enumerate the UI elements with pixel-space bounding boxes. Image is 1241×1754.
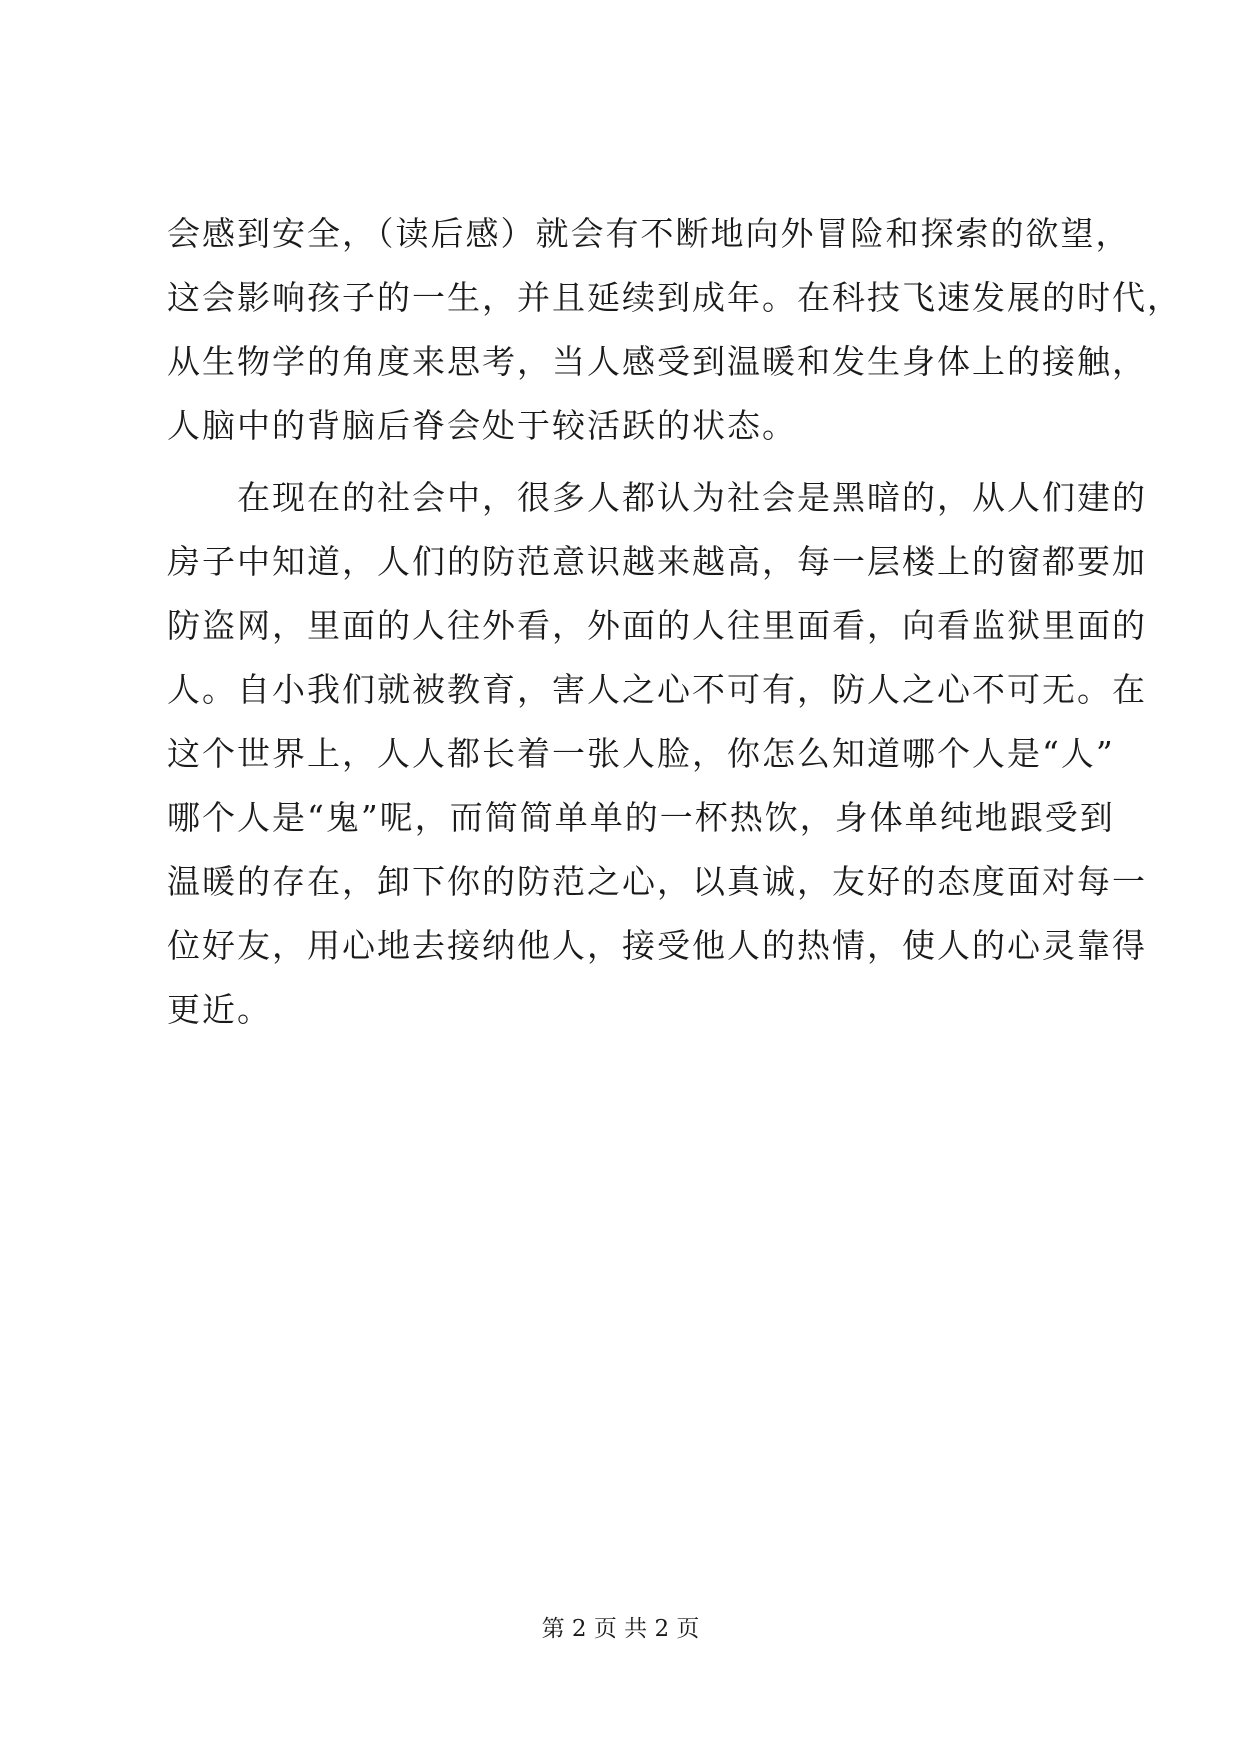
paragraph-2: [167, 466, 1147, 1042]
text-line: 人脑中的背脑后脊会处于较活跃的状态。: [167, 406, 797, 445]
text-line: 更近。: [167, 990, 272, 1029]
text-line: 温暖的存在，卸下你的防范之心，以真诚，友好的态度面对每一: [167, 862, 1147, 901]
text-line: 房子中知道，人们的防范意识越来越高，每一层楼上的窗都要加: [167, 542, 1147, 581]
text-line: 这会影响孩子的一生，并且延续到成年。在科技飞速发展的时代，: [167, 278, 1182, 317]
text-line: 这个世界上，人人都长着一张人脸，你怎么知道哪个人是“人”: [167, 734, 1115, 773]
document-body: [167, 202, 1182, 1042]
text-line: 从生物学的角度来思考，当人感受到温暖和发生身体上的接触，: [167, 342, 1147, 381]
paragraph-1: [167, 202, 1182, 458]
text-line: 哪个人是“鬼”呢，而简简单单的一杯热饮，身体单纯地跟受到: [167, 798, 1115, 837]
text-line: 会感到安全，（读后感）就会有不断地向外冒险和探索的欲望，: [167, 214, 1131, 253]
paragraph-gap: [167, 458, 1087, 466]
text-line: 人。自小我们就被教育，害人之心不可有，防人之心不可无。在: [167, 670, 1147, 709]
page-number-footer: 第 2 页 共 2 页: [541, 1616, 700, 1642]
text-line: 防盗网，里面的人往外看，外面的人往里面看，向看监狱里面的: [167, 606, 1147, 645]
text-line: 位好友，用心地去接纳他人，接受他人的热情，使人的心灵靠得: [167, 926, 1147, 965]
text-line: 在现在的社会中，很多人都认为社会是黑暗的，从人们建的: [167, 478, 1147, 517]
